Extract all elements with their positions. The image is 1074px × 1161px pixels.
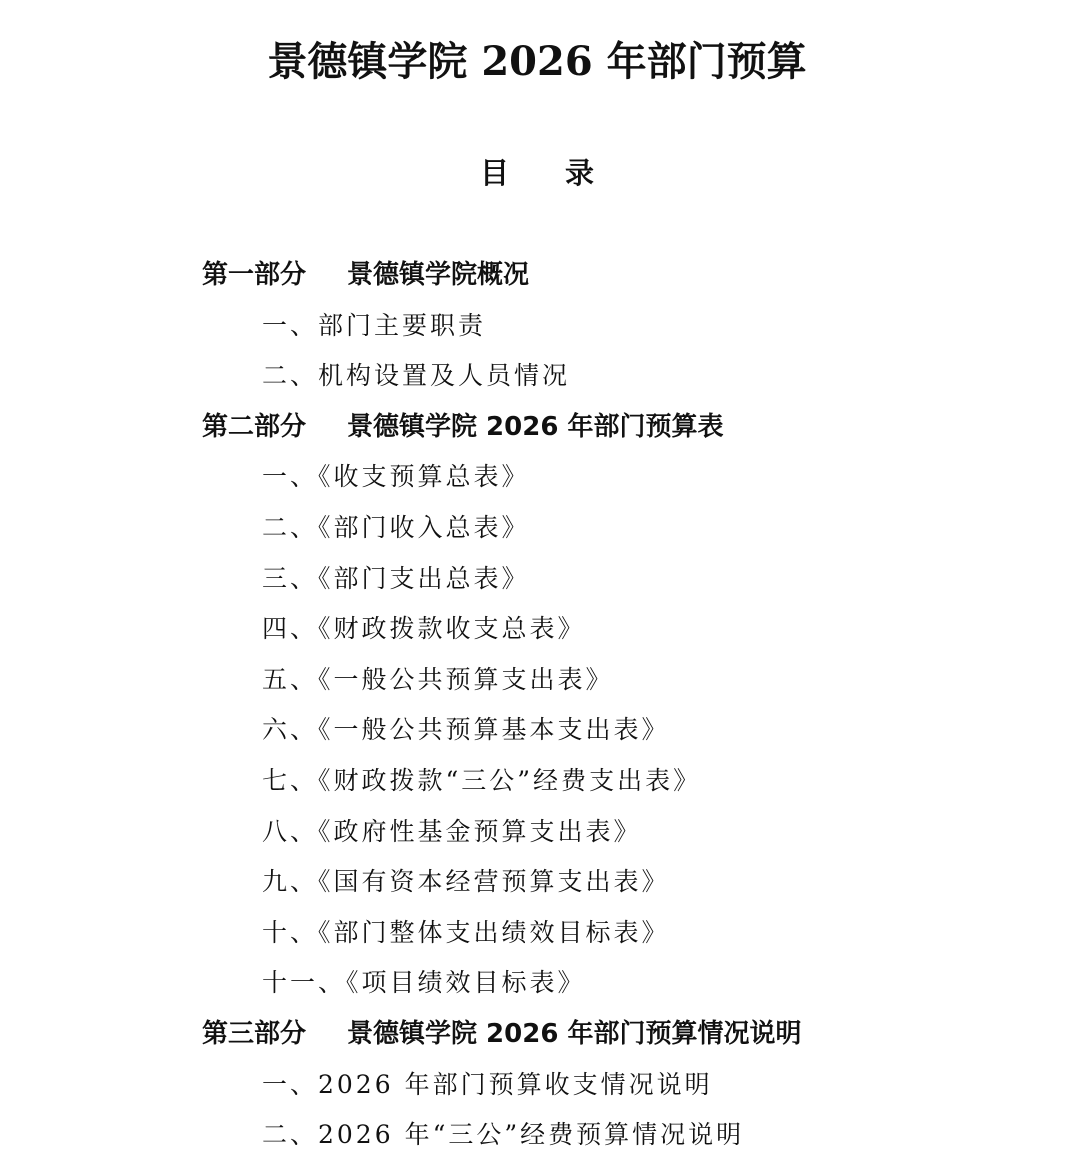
toc-item[interactable]: 十、《部门整体支出绩效目标表》 (262, 917, 670, 947)
document-title: 景德镇学院 2026 年部门预算 (267, 38, 807, 85)
table-of-contents (202, 250, 1062, 1161)
toc-item[interactable]: 三、《部门支出总表》 (262, 563, 530, 593)
part-title: 景德镇学院概况 (347, 260, 530, 290)
toc-heading: 目录 (479, 156, 650, 190)
part-title: 景德镇学院 2026 年部门预算情况说明 (347, 1018, 802, 1049)
toc-item[interactable]: 二、机构设置及人员情况 (262, 361, 571, 391)
toc-item[interactable]: 十一、《项目绩效目标表》 (262, 968, 586, 998)
toc-item[interactable]: 八、《政府性基金预算支出表》 (262, 816, 642, 846)
toc-item[interactable]: 二、2026 年“三公”经费预算情况说明 (262, 1120, 745, 1150)
toc-item[interactable]: 六、《一般公共预算基本支出表》 (262, 715, 670, 745)
toc-item[interactable]: 一、2026 年部门预算收支情况说明 (262, 1069, 713, 1099)
toc-item[interactable]: 二、《部门收入总表》 (262, 512, 530, 542)
part-label: 第一部分 (202, 260, 307, 290)
part-label: 第二部分 (202, 411, 307, 442)
toc-item[interactable]: 七、《财政拨款“三公”经费支出表》 (262, 765, 702, 795)
toc-item[interactable]: 九、《国有资本经营预算支出表》 (262, 867, 670, 897)
toc-part-2[interactable] (202, 402, 1062, 453)
toc-item[interactable]: 五、《一般公共预算支出表》 (262, 664, 614, 694)
part-label: 第三部分 (202, 1018, 307, 1049)
part-title: 景德镇学院 2026 年部门预算表 (347, 411, 724, 442)
toc-part-3[interactable] (202, 1009, 1062, 1060)
toc-item[interactable]: 四、《财政拨款收支总表》 (262, 614, 586, 644)
toc-part-1[interactable] (202, 250, 1062, 301)
toc-item[interactable]: 一、部门主要职责 (262, 310, 487, 340)
toc-item[interactable]: 一、《收支预算总表》 (262, 462, 530, 492)
